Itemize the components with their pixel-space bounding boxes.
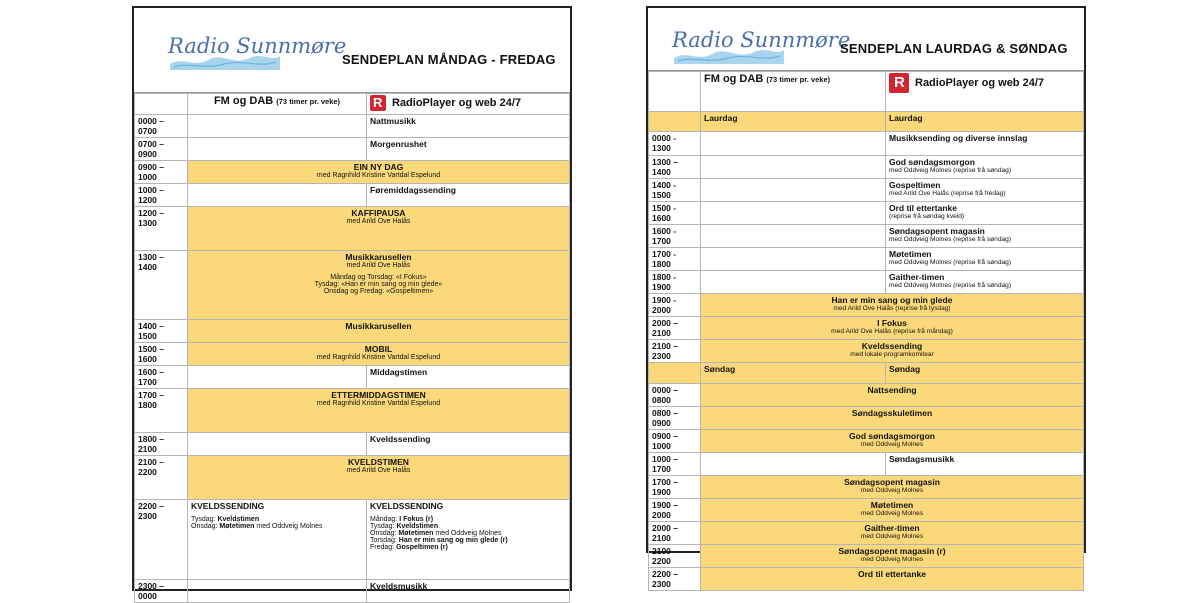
time-cell: 1500 – 1600 bbox=[135, 343, 188, 366]
program-cell: Musikkarusellen med Arild Ove Halås Måndag og Torsdag: «I Fokus» Tysdag: «Han er min sang og min glede» Onsdag og Fredag: «Gospeltimen» bbox=[188, 251, 570, 320]
time-cell: 1500 - 1600 bbox=[649, 202, 701, 225]
fm-cell: KVELDSSENDING Tysdag: Kveldstimen Onsdag: Møtetimen med Oddveig Molnes bbox=[188, 500, 367, 580]
fm-cell bbox=[701, 202, 886, 225]
table-row bbox=[649, 545, 1084, 568]
program-cell: Musikksending og diverse innslag bbox=[886, 132, 1084, 156]
day-header-sunday bbox=[649, 363, 1084, 384]
time-cell: 1700 – 1900 bbox=[649, 476, 701, 499]
program-cell: Gospeltimen med Arild Ove Halås (reprise frå fredag) bbox=[886, 179, 1084, 202]
table-row bbox=[135, 500, 570, 580]
program-cell: Føremiddagssending bbox=[367, 184, 570, 207]
time-cell: 1700 – 1800 bbox=[135, 389, 188, 433]
svg-text:Radio Sunnmøre: Radio Sunnmøre bbox=[672, 28, 851, 52]
time-cell: 2100 – 2300 bbox=[649, 340, 701, 363]
page-title: SENDEPLAN MÅNDAG - FREDAG bbox=[342, 52, 556, 67]
program-cell: ETTERMIDDAGSTIMEN med Ragnhild Kristine Vartdal Espelund bbox=[188, 389, 570, 433]
sheet-header bbox=[648, 8, 1084, 71]
svg-text:Radio Sunnmøre: Radio Sunnmøre bbox=[168, 34, 347, 58]
time-cell: 1900 – 2000 bbox=[649, 499, 701, 522]
time-cell: 1000 – 1700 bbox=[649, 453, 701, 476]
radio-sunnmore-logo bbox=[164, 20, 347, 74]
radioplayer-header: R RadioPlayer og web 24/7 bbox=[886, 72, 1084, 112]
program-cell: Søndagsopent magasin (r) med Oddveig Molnes bbox=[701, 545, 1084, 568]
table-row bbox=[649, 453, 1084, 476]
program-cell: Nattmusikk bbox=[367, 115, 570, 138]
program-cell: KVELDSTIMEN med Arild Ove Halås bbox=[188, 456, 570, 500]
fm-cell bbox=[701, 132, 886, 156]
fm-cell bbox=[701, 156, 886, 179]
table-row bbox=[649, 225, 1084, 248]
fm-cell bbox=[701, 453, 886, 476]
table-row bbox=[135, 184, 570, 207]
program-cell: Møtetimen med Oddveig Molnes (reprise frå søndag) bbox=[886, 248, 1084, 271]
weekday-schedule-table bbox=[134, 93, 570, 603]
time-cell: 1300 – 1400 bbox=[135, 251, 188, 320]
program-cell: Søndagsopent magasin med Oddveig Molnes (reprise frå søndag) bbox=[886, 225, 1084, 248]
time-cell: 0000 - 1300 bbox=[649, 132, 701, 156]
time-cell: 0700 – 0900 bbox=[135, 138, 188, 161]
table-row bbox=[649, 476, 1084, 499]
table-row bbox=[135, 320, 570, 343]
time-header bbox=[135, 94, 188, 115]
program-cell: God søndagsmorgon med Oddveig Molnes (reprise frå søndag) bbox=[886, 156, 1084, 179]
sheet-header bbox=[134, 8, 570, 93]
time-cell: 1200 – 1300 bbox=[135, 207, 188, 251]
program-cell: KAFFIPAUSA med Arild Ove Halås bbox=[188, 207, 570, 251]
table-row bbox=[135, 580, 570, 603]
fm-cell bbox=[701, 179, 886, 202]
page-title: SENDEPLAN LAURDAG & SØNDAG bbox=[840, 41, 1068, 56]
day-label: Laurdag bbox=[886, 112, 1084, 132]
weekend-schedule-table bbox=[648, 71, 1084, 591]
radio-sunnmore-logo bbox=[668, 14, 851, 68]
table-row bbox=[135, 433, 570, 456]
time-cell: 2300 – 0000 bbox=[135, 580, 188, 603]
table-row bbox=[649, 248, 1084, 271]
fm-cell bbox=[701, 248, 886, 271]
table-row bbox=[135, 343, 570, 366]
day-header-saturday bbox=[649, 112, 1084, 132]
column-header-row bbox=[649, 72, 1084, 112]
table-row bbox=[649, 156, 1084, 179]
program-cell: Søndagsskuletimen bbox=[701, 407, 1084, 430]
table-row bbox=[649, 522, 1084, 545]
fm-cell bbox=[701, 271, 886, 294]
time-cell: 1800 – 2100 bbox=[135, 433, 188, 456]
program-cell: Ord til ettertanke bbox=[701, 568, 1084, 591]
program-cell: Musikkarusellen bbox=[188, 320, 570, 343]
fm-dab-header: FM og DAB (73 timer pr. veke) bbox=[701, 72, 886, 112]
table-row bbox=[649, 568, 1084, 591]
program-cell: Middagstimen bbox=[367, 366, 570, 389]
table-row bbox=[649, 317, 1084, 340]
time-cell: 1900 - 2000 bbox=[649, 294, 701, 317]
table-row bbox=[135, 251, 570, 320]
fm-cell bbox=[188, 433, 367, 456]
time-cell: 1800 - 1900 bbox=[649, 271, 701, 294]
program-cell: Gaither-timen med Oddveig Molnes bbox=[701, 522, 1084, 545]
fm-cell bbox=[701, 225, 886, 248]
program-cell: Ord til ettertanke (reprise frå søndag kveld) bbox=[886, 202, 1084, 225]
time-cell: 2200 – 2300 bbox=[135, 500, 188, 580]
program-cell: I Fokus med Arild Ove Halås (reprise frå måndag) bbox=[701, 317, 1084, 340]
program-cell: Nattsending bbox=[701, 384, 1084, 407]
table-row bbox=[135, 389, 570, 433]
program-cell: MOBIL med Ragnhild Kristine Vartdal Espelund bbox=[188, 343, 570, 366]
fm-cell bbox=[188, 115, 367, 138]
program-cell: Kveldssending med lokale programkomitear bbox=[701, 340, 1084, 363]
table-row bbox=[649, 340, 1084, 363]
table-row bbox=[649, 179, 1084, 202]
time-cell: 1000 – 1200 bbox=[135, 184, 188, 207]
time-cell: 0900 – 1000 bbox=[135, 161, 188, 184]
radioplayer-logo-icon: R bbox=[889, 73, 909, 93]
program-cell: Han er min sang og min glede med Arild Ove Halås (reprise frå tysdag) bbox=[701, 294, 1084, 317]
program-cell: KVELDSSENDING Måndag: I Fokus (r) Tysdag: Kveldstimen Onsdag: Møtetimen med Oddveig Molnes Torsdag: Han er min sang og min glede (r) Fredag: Gospeltimen (r) bbox=[367, 500, 570, 580]
weekend-schedule-sheet bbox=[646, 6, 1086, 589]
program-cell: Morgenrushet bbox=[367, 138, 570, 161]
time-cell: 0900 – 1000 bbox=[649, 430, 701, 453]
program-cell: Søndagsmusikk bbox=[886, 453, 1084, 476]
table-row bbox=[135, 207, 570, 251]
weekday-schedule-sheet bbox=[132, 6, 572, 601]
fm-cell bbox=[188, 184, 367, 207]
time-cell: 1700 - 1800 bbox=[649, 248, 701, 271]
program-cell: Møtetimen med Oddveig Molnes bbox=[701, 499, 1084, 522]
time-cell: 1400 - 1500 bbox=[649, 179, 701, 202]
day-label: Søndag bbox=[701, 363, 886, 384]
table-row bbox=[649, 271, 1084, 294]
day-label: Søndag bbox=[886, 363, 1084, 384]
program-cell: Kveldssending bbox=[367, 433, 570, 456]
time-header bbox=[649, 72, 701, 112]
table-row bbox=[135, 161, 570, 184]
time-cell: 0000 – 0700 bbox=[135, 115, 188, 138]
time-cell: 1300 – 1400 bbox=[649, 156, 701, 179]
time-cell: 0800 – 0900 bbox=[649, 407, 701, 430]
radioplayer-header: R RadioPlayer og web 24/7 bbox=[367, 94, 570, 115]
table-row bbox=[649, 384, 1084, 407]
time-cell: 0000 – 0800 bbox=[649, 384, 701, 407]
program-cell: Kveldsmusikk bbox=[367, 580, 570, 603]
day-label: Laurdag bbox=[701, 112, 886, 132]
time-cell: 1400 – 1500 bbox=[135, 320, 188, 343]
time-cell: 1600 - 1700 bbox=[649, 225, 701, 248]
program-cell: God søndagsmorgon med Oddveig Molnes bbox=[701, 430, 1084, 453]
table-row bbox=[649, 132, 1084, 156]
table-row bbox=[135, 138, 570, 161]
table-row bbox=[135, 115, 570, 138]
time-cell: 2000 – 2100 bbox=[649, 522, 701, 545]
time-cell: 2100 – 2200 bbox=[135, 456, 188, 500]
time-cell: 1600 – 1700 bbox=[135, 366, 188, 389]
fm-dab-header: FM og DAB (73 timer pr. veke) bbox=[188, 94, 367, 115]
time-cell: 2000 – 2100 bbox=[649, 317, 701, 340]
time-cell: 2100 – 2200 bbox=[649, 545, 701, 568]
table-row bbox=[135, 366, 570, 389]
table-row bbox=[649, 294, 1084, 317]
table-row bbox=[649, 430, 1084, 453]
program-cell: Søndagsopent magasin med Oddveig Molnes bbox=[701, 476, 1084, 499]
table-row bbox=[649, 407, 1084, 430]
time-cell: 2200 – 2300 bbox=[649, 568, 701, 591]
program-cell: EIN NY DAG med Ragnhild Kristine Vartdal Espelund bbox=[188, 161, 570, 184]
fm-cell bbox=[188, 138, 367, 161]
column-header-row bbox=[135, 94, 570, 115]
table-row bbox=[135, 456, 570, 500]
table-row bbox=[649, 499, 1084, 522]
fm-cell bbox=[188, 580, 367, 603]
radioplayer-logo-icon: R bbox=[370, 95, 386, 111]
fm-cell bbox=[188, 366, 367, 389]
program-cell: Gaither-timen med Oddveig Molnes (reprise frå søndag) bbox=[886, 271, 1084, 294]
table-row bbox=[649, 202, 1084, 225]
